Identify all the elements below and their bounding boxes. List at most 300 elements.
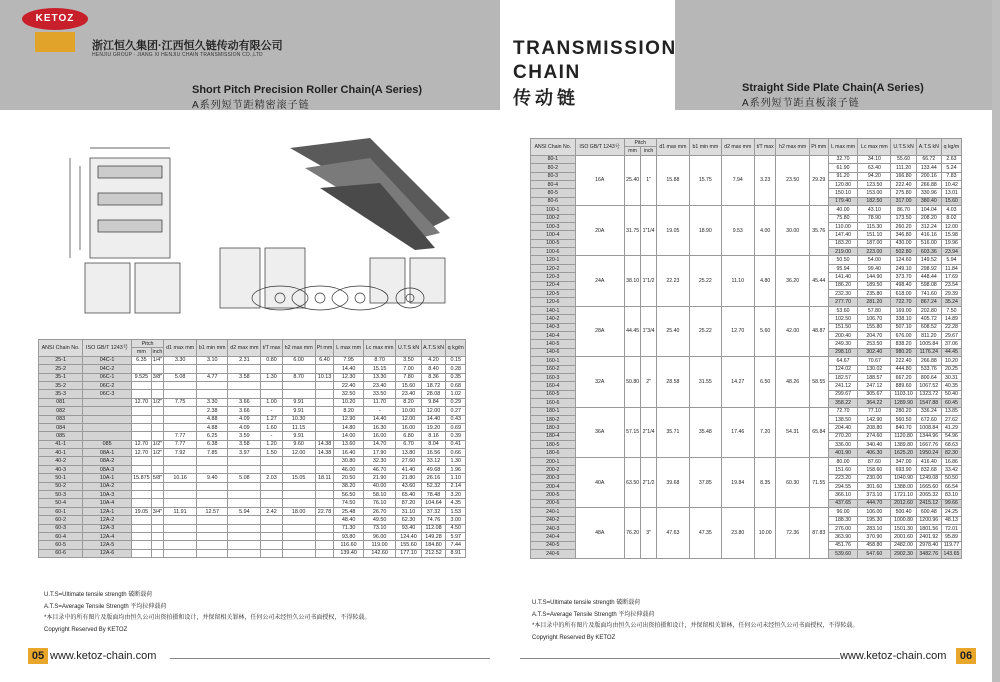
table-cell <box>83 432 132 440</box>
table-cell: 12.57 <box>197 507 228 515</box>
table-cell: 1950.24 <box>916 449 941 457</box>
table-cell: 219.00 <box>828 248 858 256</box>
table-cell: 160-6 <box>531 399 576 407</box>
table-cell <box>151 457 163 465</box>
table-cell <box>228 390 261 398</box>
table-cell: 15.60 <box>941 197 961 205</box>
table-cell <box>164 423 197 431</box>
table-cell: 1388.00 <box>891 483 916 491</box>
table-cell: 10.13 <box>315 373 334 381</box>
table-cell: 405.72 <box>916 315 941 323</box>
table-cell: 260.20 <box>891 222 916 230</box>
table-cell <box>164 541 197 549</box>
table-cell: 840.70 <box>891 424 916 432</box>
table-cell: 0.43 <box>446 415 466 423</box>
table-cell: 1"1/2 <box>641 256 656 306</box>
table-cell: 06C-3 <box>83 390 132 398</box>
table-cell: 603.36 <box>916 248 941 256</box>
table-cell <box>261 491 282 499</box>
table-row <box>39 457 466 465</box>
table-cell: 10.16 <box>164 474 197 482</box>
table-cell: 1000.80 <box>891 516 916 524</box>
col-ats: A.T.S kN <box>916 139 941 156</box>
table-cell: 133.44 <box>916 164 941 172</box>
table-cell: 0.80 <box>261 356 282 364</box>
table-cell: 182.50 <box>858 197 891 205</box>
table-cell <box>315 415 334 423</box>
table-cell: 13.80 <box>396 449 421 457</box>
table-cell: 43.10 <box>858 206 891 214</box>
table-cell <box>197 457 228 465</box>
table-cell: 7.77 <box>164 440 197 448</box>
table-cell: 3.66 <box>228 407 261 415</box>
table-cell: 560.50 <box>891 415 916 423</box>
table-cell: 76.10 <box>363 499 396 507</box>
table-cell: 380.40 <box>916 197 941 205</box>
table-cell: 20.25 <box>941 365 961 373</box>
table-cell: 140-1 <box>531 306 576 314</box>
table-cell: 085 <box>39 432 83 440</box>
col-b1: b1 min mm <box>197 340 228 357</box>
table-cell: 123.50 <box>858 180 891 188</box>
table-cell: 49.50 <box>363 516 396 524</box>
table-cell: 6.80 <box>396 432 421 440</box>
table-cell: 253.50 <box>858 340 891 348</box>
table-cell: 082 <box>39 407 83 415</box>
table-cell <box>282 491 315 499</box>
table-cell <box>197 549 228 557</box>
table-cell: 2"1/2 <box>641 457 656 507</box>
table-cell: 867.24 <box>916 298 941 306</box>
table-cell <box>132 381 152 389</box>
table-cell <box>164 381 197 389</box>
table-cell <box>315 407 334 415</box>
table-cell: 4.09 <box>228 423 261 431</box>
col-d2: d2 max mm <box>228 340 261 357</box>
table-cell: 120.80 <box>828 180 858 188</box>
table-cell: 1.53 <box>446 507 466 515</box>
table-cell: 0.28 <box>446 365 466 373</box>
table-cell: 13.30 <box>363 373 396 381</box>
table-cell: 100-5 <box>531 239 576 247</box>
table-cell: 2.03 <box>261 474 282 482</box>
table-cell: 11.84 <box>941 264 961 272</box>
table-cell: 8.91 <box>446 549 466 557</box>
table-cell: 7.83 <box>941 172 961 180</box>
table-cell <box>164 365 197 373</box>
table-cell: 30.31 <box>941 373 961 381</box>
table-cell <box>261 390 282 398</box>
table-cell: 40-1 <box>39 449 83 457</box>
table-cell <box>315 482 334 490</box>
table-cell: 12.30 <box>334 373 363 381</box>
table-cell: 38.20 <box>334 482 363 490</box>
table-row <box>39 549 466 557</box>
table-cell: 2902.30 <box>891 550 916 558</box>
table-cell: 200.16 <box>916 172 941 180</box>
table-cell <box>282 381 315 389</box>
table-cell: 33.50 <box>363 390 396 398</box>
table-cell: 08A-3 <box>83 465 132 473</box>
table-cell: 16.56 <box>421 449 446 457</box>
table-cell: 25.40 <box>624 155 641 205</box>
table-cell: 1"3/4 <box>641 306 656 356</box>
table-cell: 54.00 <box>858 256 891 264</box>
table-cell <box>83 407 132 415</box>
table-cell: 25.22 <box>690 306 722 356</box>
table-cell <box>164 457 197 465</box>
table-cell: 2001.60 <box>891 533 916 541</box>
table-cell: 63.40 <box>858 164 891 172</box>
table-cell <box>164 415 197 423</box>
table-cell: 52.32 <box>421 482 446 490</box>
table-cell: 120-2 <box>531 264 576 272</box>
left-spec-table <box>38 339 466 558</box>
table-cell: 6.25 <box>197 432 228 440</box>
table-cell: 31.10 <box>396 507 421 515</box>
table-cell: 104.04 <box>916 206 941 214</box>
table-cell: 14.38 <box>315 449 334 457</box>
table-row <box>39 381 466 389</box>
table-cell: 48.87 <box>809 306 828 356</box>
col-d2: d2 max mm <box>721 139 754 156</box>
table-cell: 95.94 <box>828 264 858 272</box>
table-cell: 12A-2 <box>83 516 132 524</box>
table-cell: 533.76 <box>916 365 941 373</box>
table-cell <box>197 465 228 473</box>
table-cell: 1665.60 <box>916 483 941 491</box>
table-cell: 12.00 <box>421 407 446 415</box>
col-l: L max mm <box>334 340 363 357</box>
table-cell <box>261 465 282 473</box>
table-cell: 80-2 <box>531 164 576 172</box>
table-cell: 10.42 <box>941 180 961 188</box>
table-row <box>531 457 962 465</box>
table-cell: 57.15 <box>624 407 641 457</box>
table-cell: 083 <box>39 415 83 423</box>
table-cell: 1103.10 <box>891 390 916 398</box>
table-cell: 1/4" <box>152 357 163 364</box>
table-cell: 14.00 <box>334 432 363 440</box>
table-cell: 28.08 <box>421 390 446 398</box>
left-footer-rule <box>170 658 490 659</box>
table-cell: 1" <box>641 155 656 205</box>
table-cell: 8.16 <box>421 432 446 440</box>
table-cell: 58.10 <box>363 491 396 499</box>
table-cell: 29.67 <box>941 331 961 339</box>
table-cell: 28A <box>575 306 624 356</box>
table-cell: 37.06 <box>941 340 961 348</box>
table-cell <box>197 499 228 507</box>
table-cell: 084 <box>39 423 83 431</box>
table-cell: 693.90 <box>891 466 916 474</box>
table-cell: 12.70 <box>132 440 152 448</box>
table-cell: 3.30 <box>164 356 197 364</box>
table-cell: 1.96 <box>446 465 466 473</box>
table-cell: 1.30 <box>446 457 466 465</box>
table-cell: 23.80 <box>721 508 754 558</box>
table-cell: 2065.32 <box>916 491 941 499</box>
table-cell: 23.50 <box>776 155 809 205</box>
table-cell: 6.38 <box>197 440 228 448</box>
table-cell: 437.65 <box>828 499 858 507</box>
table-cell: 800.64 <box>916 373 941 381</box>
table-cell: 1249.08 <box>916 474 941 482</box>
table-cell: 40.00 <box>828 206 858 214</box>
table-cell <box>228 381 261 389</box>
table-cell: 184.80 <box>421 541 446 549</box>
table-cell: 8.02 <box>941 214 961 222</box>
table-cell: 4.77 <box>197 373 228 381</box>
table-cell: 22.78 <box>315 507 334 515</box>
table-cell: 10A-4 <box>83 499 132 507</box>
table-cell: 7.80 <box>396 373 421 381</box>
table-cell: 3" <box>641 508 656 558</box>
table-row <box>39 423 466 431</box>
table-cell <box>151 516 163 524</box>
table-cell <box>228 465 261 473</box>
table-row <box>531 508 962 516</box>
table-cell: 358.22 <box>828 399 858 407</box>
table-cell: 3.66 <box>228 398 261 406</box>
table-cell <box>132 524 152 532</box>
table-cell: 15.15 <box>363 365 396 373</box>
table-cell: 430.00 <box>891 239 916 247</box>
table-cell: 53.60 <box>828 306 858 314</box>
table-cell: 30.80 <box>334 457 363 465</box>
col-b1: b1 min mm <box>690 139 722 156</box>
table-cell: 085 <box>83 440 132 448</box>
table-cell: 14.27 <box>721 357 754 407</box>
table-cell: 336.00 <box>828 441 858 449</box>
table-cell: 21.80 <box>396 474 421 482</box>
table-cell: 50-3 <box>39 491 83 499</box>
table-cell <box>83 415 132 423</box>
table-cell: 139.40 <box>334 549 363 557</box>
table-cell: 10.00 <box>396 407 421 415</box>
table-row <box>39 524 466 532</box>
table-cell: 3.50 <box>396 356 421 364</box>
table-cell: 16.00 <box>363 432 396 440</box>
table-row <box>39 440 466 448</box>
table-cell: 283.10 <box>858 524 891 532</box>
table-cell: 274.60 <box>858 432 891 440</box>
table-row <box>39 491 466 499</box>
table-cell: 50.50 <box>828 256 858 264</box>
table-cell <box>164 549 197 557</box>
table-cell: 2401.92 <box>916 533 941 541</box>
table-cell: 177.10 <box>396 549 421 557</box>
table-cell: 60.45 <box>941 399 961 407</box>
table-cell <box>315 398 334 406</box>
left-url[interactable]: www.ketoz-chain.com <box>50 650 157 662</box>
table-cell: 722.70 <box>891 298 916 306</box>
table-cell <box>261 549 282 557</box>
table-cell: 7.75 <box>164 398 197 406</box>
table-cell <box>315 532 334 540</box>
table-cell: 186.20 <box>828 281 858 289</box>
table-cell <box>261 516 282 524</box>
table-cell: 99.66 <box>941 499 961 507</box>
table-cell: 232.30 <box>828 290 858 298</box>
table-cell: 160-3 <box>531 373 576 381</box>
table-cell: 70.67 <box>858 357 891 365</box>
table-cell: - <box>261 407 282 415</box>
table-cell <box>197 516 228 524</box>
table-cell <box>282 457 315 465</box>
table-cell: 56.50 <box>334 491 363 499</box>
table-cell <box>315 465 334 473</box>
table-cell <box>282 549 315 557</box>
table-cell: 142.60 <box>363 549 396 557</box>
table-cell: 61.90 <box>828 164 858 172</box>
table-cell: 74.76 <box>421 516 446 524</box>
table-cell: 3/8" <box>152 374 163 381</box>
table-cell: 10A-2 <box>83 482 132 490</box>
table-cell: 3482.76 <box>916 550 941 558</box>
col-pitch-inch: inch <box>152 349 163 356</box>
table-cell: 12A-4 <box>83 532 132 540</box>
table-cell: 195.30 <box>858 516 891 524</box>
table-cell: 48.26 <box>776 357 809 407</box>
table-cell: 247.12 <box>858 382 891 390</box>
table-cell: 29.29 <box>809 155 828 205</box>
table-cell <box>151 381 163 389</box>
table-cell: 444.70 <box>858 499 891 507</box>
note-copyright: Copyright Reserved By KETOZ <box>532 634 616 641</box>
table-cell: 38.10 <box>624 256 641 306</box>
right-url[interactable]: www.ketoz-chain.com <box>840 650 947 662</box>
table-cell <box>132 415 152 423</box>
table-cell: 80-5 <box>531 189 576 197</box>
table-cell: 12.00 <box>941 222 961 230</box>
table-cell: 241.12 <box>828 382 858 390</box>
table-cell: 37.85 <box>690 457 722 507</box>
table-cell <box>151 499 163 507</box>
table-cell: 26.70 <box>363 507 396 515</box>
table-cell <box>132 549 152 557</box>
table-cell: 78.90 <box>858 214 891 222</box>
table-row <box>39 432 466 440</box>
table-cell: 13.60 <box>334 440 363 448</box>
table-cell: 50.50 <box>941 474 961 482</box>
table-cell: 200-1 <box>531 457 576 465</box>
table-cell <box>164 465 197 473</box>
table-cell: 119.00 <box>363 541 396 549</box>
table-cell: 1040.90 <box>891 474 916 482</box>
table-cell: 401.90 <box>828 449 858 457</box>
table-cell: 36A <box>575 407 624 457</box>
table-cell: 63.50 <box>624 457 641 507</box>
table-cell: 73.10 <box>363 524 396 532</box>
table-cell <box>132 516 152 524</box>
table-cell: 416.16 <box>916 231 941 239</box>
table-cell: 1289.90 <box>891 399 916 407</box>
table-row <box>39 482 466 490</box>
table-cell: 37.32 <box>421 507 446 515</box>
table-cell: 6.35 <box>132 356 152 364</box>
table-cell <box>164 491 197 499</box>
table-cell: 16.00 <box>396 423 421 431</box>
table-cell: 155.80 <box>858 323 891 331</box>
table-cell <box>197 381 228 389</box>
table-cell: 8.36 <box>421 373 446 381</box>
table-cell: 1.50 <box>261 449 282 457</box>
table-cell: 72.36 <box>776 508 809 558</box>
table-cell: 40-3 <box>39 465 83 473</box>
table-cell: 5.94 <box>228 507 261 515</box>
table-cell <box>164 516 197 524</box>
table-cell: 150.10 <box>828 189 858 197</box>
table-cell: 87.83 <box>809 508 828 558</box>
table-row <box>531 155 962 163</box>
table-cell: 598.08 <box>916 281 941 289</box>
table-cell: 1.27 <box>261 415 282 423</box>
table-cell <box>261 524 282 532</box>
table-cell: 23.94 <box>941 248 961 256</box>
table-cell: 183.20 <box>828 239 858 247</box>
table-cell: 298.10 <box>828 348 858 356</box>
table-cell <box>228 516 261 524</box>
col-ansi: ANSI Chain No. <box>531 139 576 156</box>
table-cell <box>83 398 132 406</box>
table-cell: 4.09 <box>228 415 261 423</box>
table-cell <box>228 549 261 557</box>
table-cell: 299.67 <box>828 390 858 398</box>
table-cell: 120-4 <box>531 281 576 289</box>
table-cell: 373.10 <box>858 491 891 499</box>
table-cell <box>315 423 334 431</box>
table-cell: - <box>363 407 396 415</box>
table-cell <box>132 482 152 490</box>
table-cell: 294.55 <box>828 483 858 491</box>
logo-base <box>35 32 75 52</box>
table-cell: 6.50 <box>754 357 776 407</box>
table-cell: 188.57 <box>858 373 891 381</box>
table-cell: 87.60 <box>858 457 891 465</box>
table-cell: 144.90 <box>858 273 891 281</box>
table-cell <box>197 541 228 549</box>
table-cell: 48.40 <box>334 516 363 524</box>
table-cell: 50-2 <box>39 482 83 490</box>
table-cell: 60-6 <box>39 549 83 557</box>
table-cell: 65.40 <box>396 491 421 499</box>
table-cell: 180-1 <box>531 407 576 415</box>
table-cell: 46.70 <box>363 465 396 473</box>
table-cell: 54.31 <box>776 407 809 457</box>
table-cell: 0.68 <box>446 381 466 389</box>
table-cell: 23.40 <box>363 381 396 389</box>
table-cell: 78.48 <box>421 491 446 499</box>
col-pitch: Pitch <box>132 340 164 348</box>
table-cell: 266.88 <box>916 357 941 365</box>
table-cell <box>164 482 197 490</box>
table-cell: 140-4 <box>531 331 576 339</box>
table-cell: 35.71 <box>656 407 689 457</box>
table-cell: 5.08 <box>228 474 261 482</box>
table-cell: 116.60 <box>334 541 363 549</box>
table-cell: 80-6 <box>531 197 576 205</box>
table-cell: 1801.56 <box>916 524 941 532</box>
table-cell: 19.96 <box>941 239 961 247</box>
table-cell <box>164 407 197 415</box>
table-cell: 6.00 <box>282 356 315 364</box>
chain-photo <box>290 138 450 250</box>
table-cell: 15.75 <box>690 155 722 205</box>
table-cell: 35.76 <box>809 206 828 256</box>
table-cell: 149.28 <box>421 532 446 540</box>
table-cell: 180-3 <box>531 424 576 432</box>
